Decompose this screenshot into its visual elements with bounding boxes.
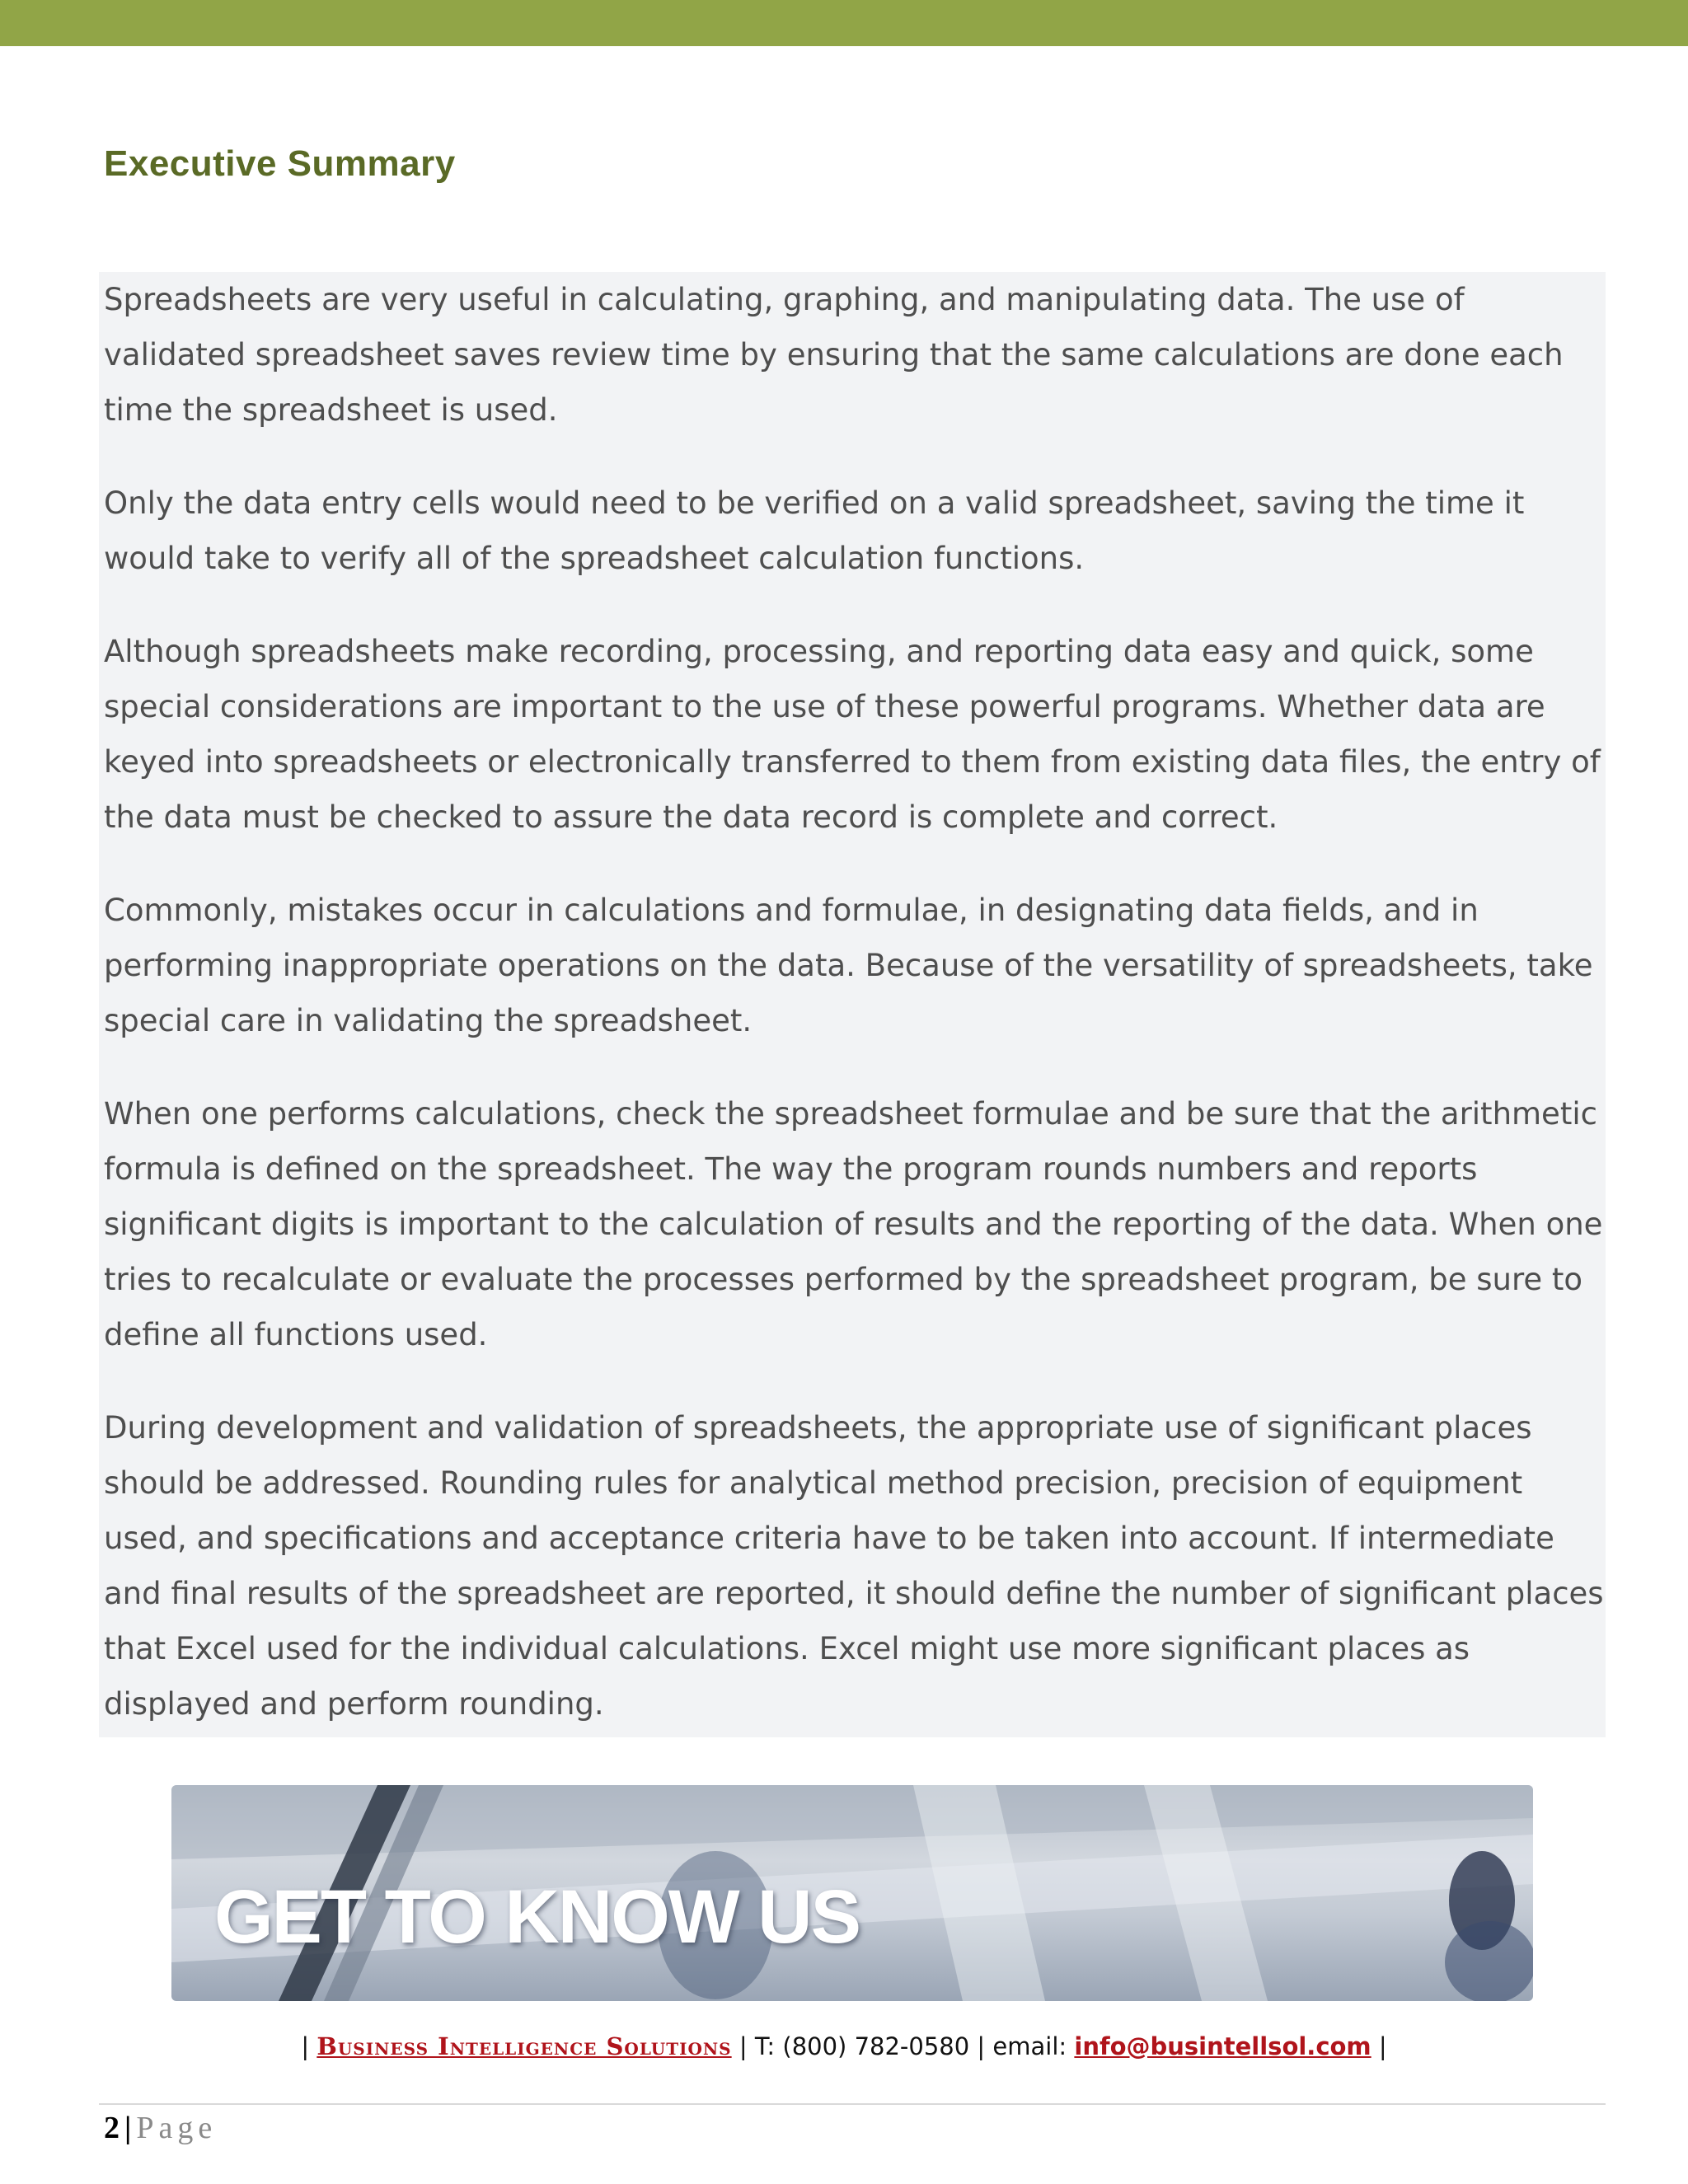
email-link[interactable]: info@busintellsol.com <box>1074 2032 1372 2060</box>
company-link[interactable]: Business Intelligence Solutions <box>316 2032 732 2060</box>
phone-number: T: (800) 782-0580 <box>754 2032 970 2060</box>
paragraph-3: Although spreadsheets make recording, processing, and reporting data easy and quick, some special considerations are important to the use of these powerful programs. Whether data are keyed into spreadsheets or electronically transferred to them from existing data files, the entry of the data must be checked to assure the data record is complete and correct. <box>104 634 1601 835</box>
banner-heading: GET TO KNOW US <box>214 1875 860 1959</box>
page-label: Page <box>136 2111 218 2145</box>
contact-line <box>0 2032 1688 2060</box>
paragraph-2: Only the data entry cells would need to be verified on a valid spreadsheet, saving the time it would take to verify all of the spreadsheet calculation functions. <box>104 485 1525 576</box>
page-title: Executive Summary <box>104 143 456 184</box>
summary-body <box>99 272 1606 1737</box>
page-footer <box>104 2110 217 2146</box>
paragraph-1: Spreadsheets are very useful in calculating, graphing, and manipulating data. The use of validated spreadsheet saves review time by ensuring that the same calculations are done each time the spreadsheet is used. <box>104 282 1564 428</box>
get-to-know-us-banner[interactable] <box>171 1785 1533 2001</box>
contact-sep-1: | <box>301 2032 310 2060</box>
top-accent-bar <box>0 0 1688 46</box>
footer-divider <box>99 2103 1606 2105</box>
contact-sep-2: | <box>738 2032 748 2060</box>
contact-sep-3: | <box>977 2032 986 2060</box>
paragraph-4: Commonly, mistakes occur in calculations and formulae, in designating data fields, and in performing inappropriate operations on the data. Because of the versatility of spreadsheets, take special care in validating the spreadsheet. <box>104 893 1593 1038</box>
email-label: email: <box>992 2032 1067 2060</box>
page-footer-sep: | <box>124 2111 132 2145</box>
contact-sep-4: | <box>1378 2032 1387 2060</box>
paragraph-5: When one performs calculations, check the spreadsheet formulae and be sure that the arithmetic formula is defined on the spreadsheet. The way the program rounds numbers and reports significant digits is important to the calculation of results and the reporting of the data. When one tries to recalculate or evaluate the processes performed by the spreadsheet program, be sure to define all functions used. <box>104 1096 1603 1352</box>
paragraph-6: During development and validation of spreadsheets, the appropriate use of significant places should be addressed. Rounding rules for analytical method precision, precision of equipment used, and specifications and acceptance criteria have to be taken into account. If intermediate and final results of the spreadsheet are reported, it should define the number of significant places that Excel used for the individual calculations. Excel might use more significant places as displayed and perform rounding. <box>104 1410 1604 1722</box>
page-number: 2 <box>104 2111 120 2145</box>
